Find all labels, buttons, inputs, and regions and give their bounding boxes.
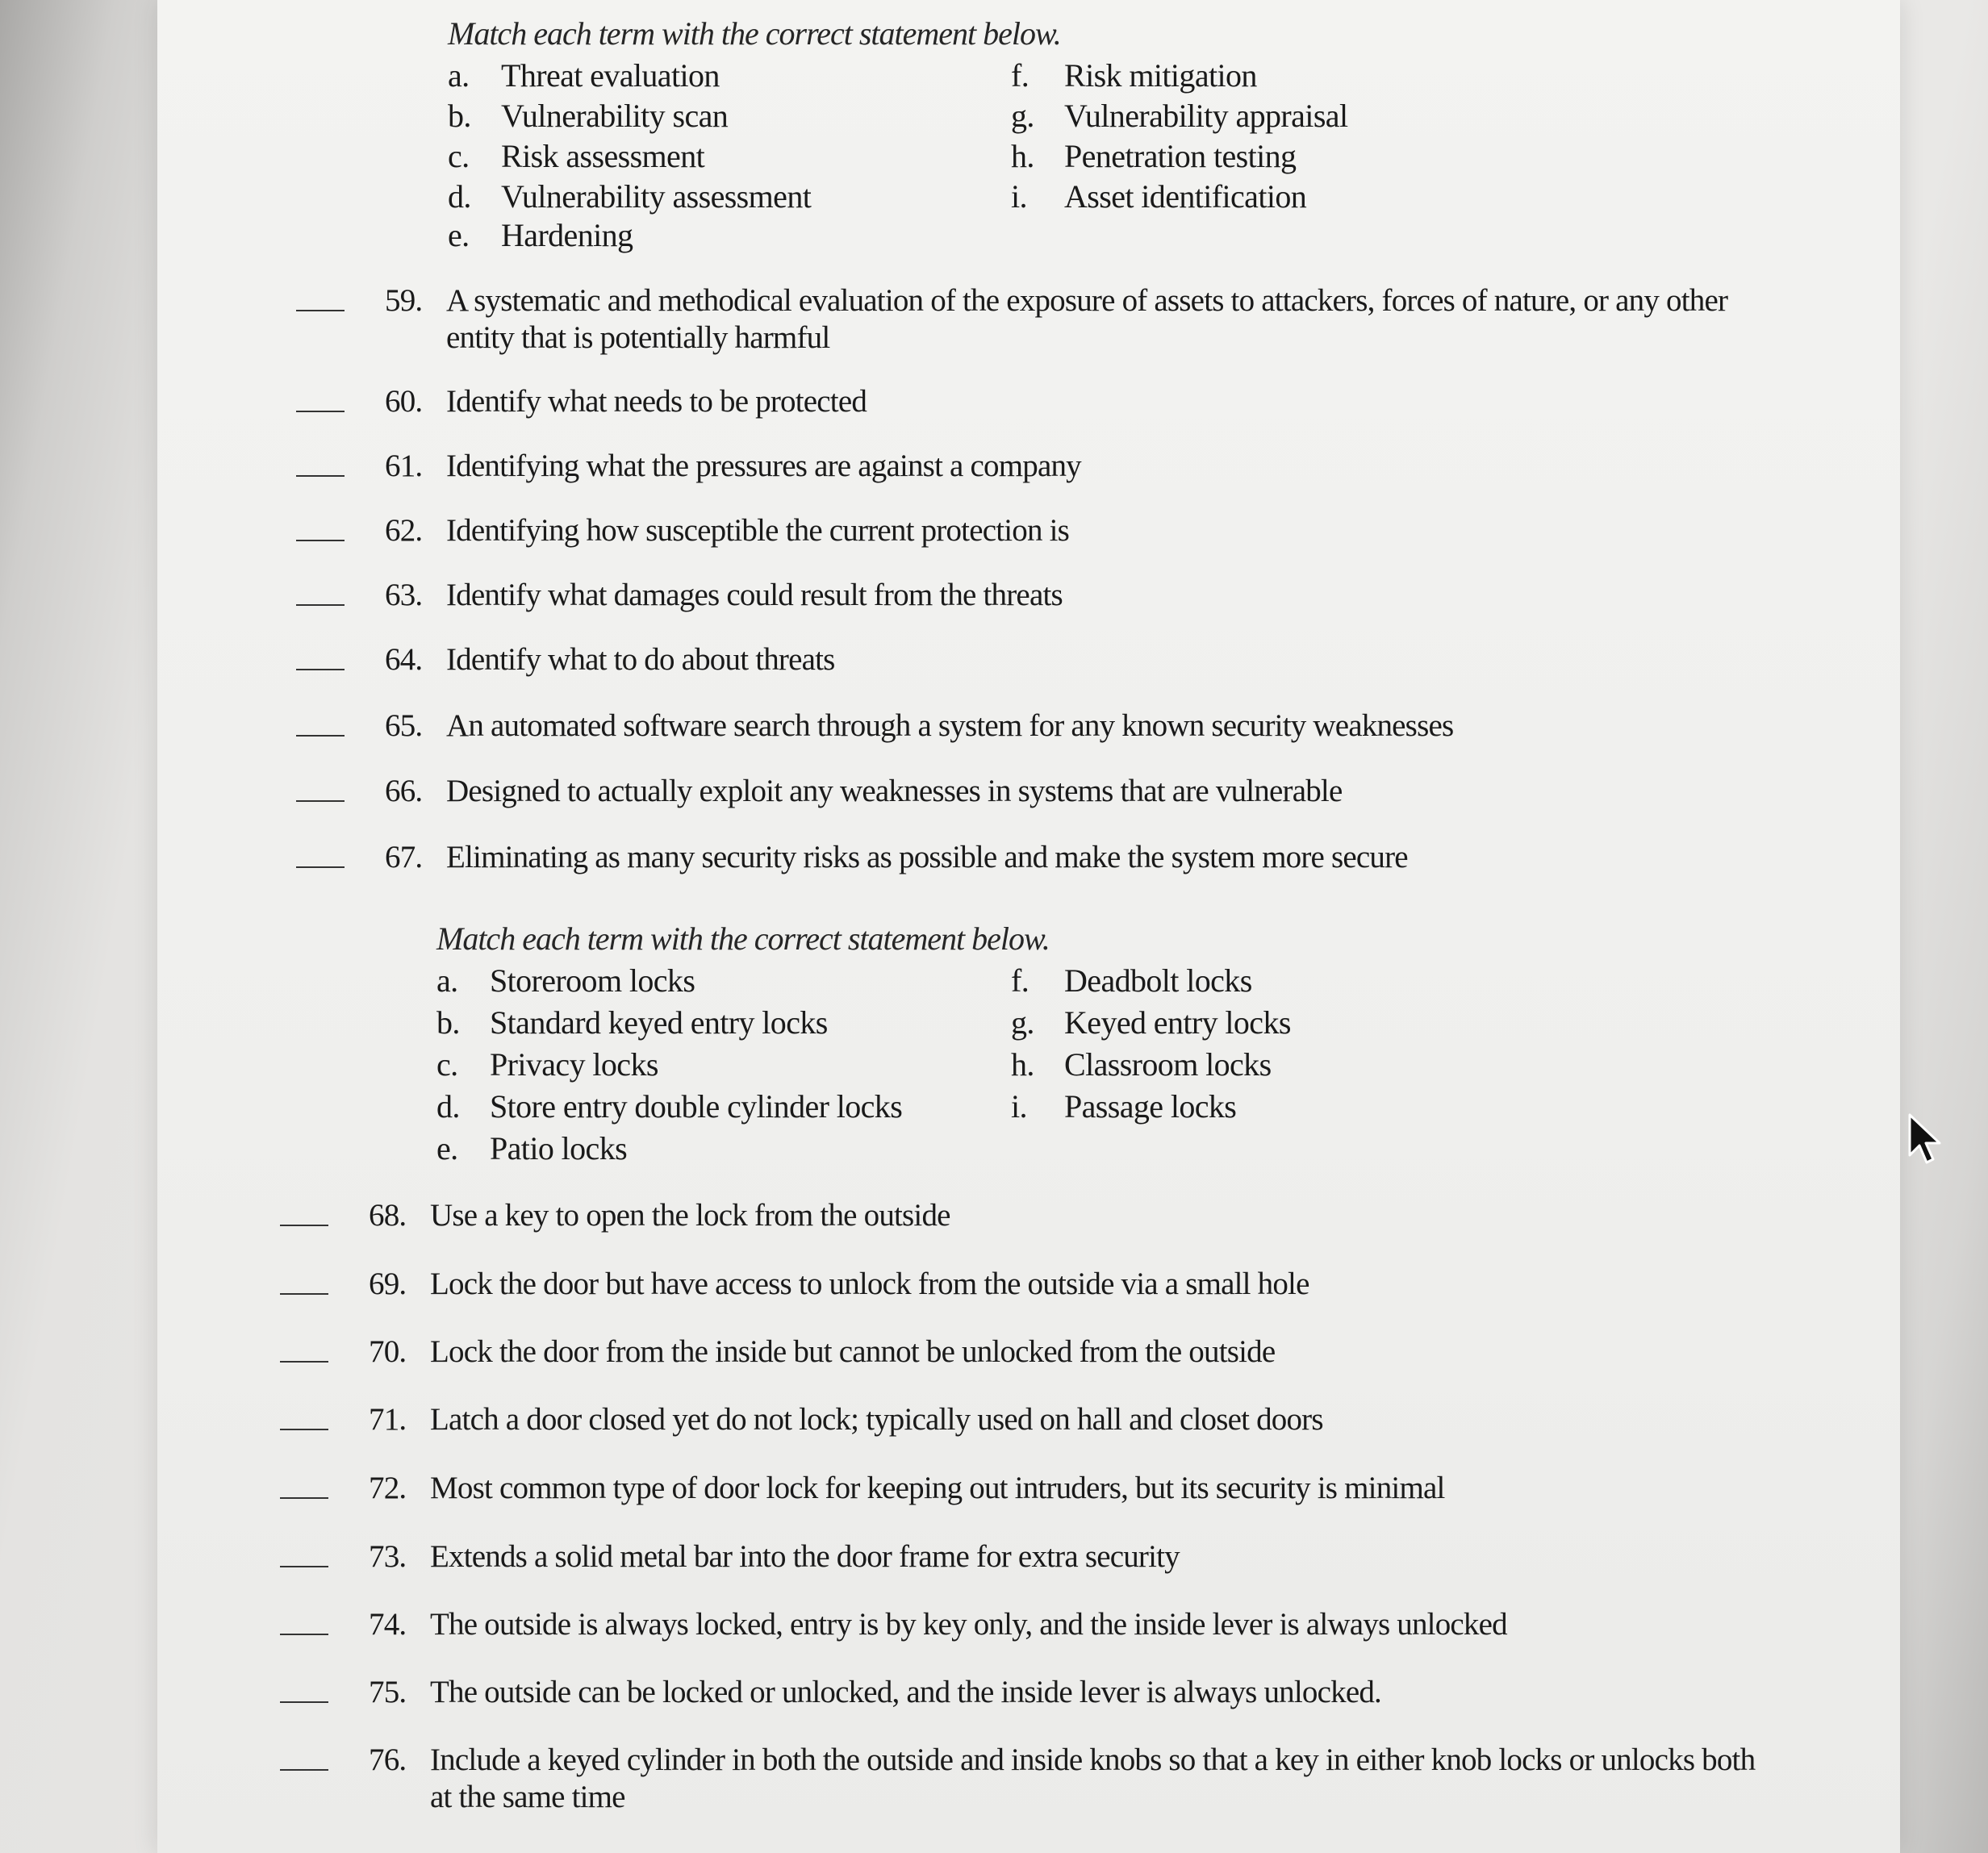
section2-term-b [436, 1004, 828, 1041]
question-text: Include a keyed cylinder in both the outside and inside knobs so that a key in either knob locks or unlocks both at the same time [430, 1742, 1756, 1814]
question-text: Lock the door from the inside but cannot be unlocked from the outside [430, 1334, 1276, 1369]
question-number: 70. [369, 1334, 407, 1369]
term-label: Privacy locks [490, 1046, 658, 1083]
question-number: 60. [385, 384, 423, 419]
mouse-pointer-arrow-icon [1907, 1113, 1944, 1171]
question-text: Identifying how susceptible the current protection is [446, 513, 1070, 548]
answer-blank[interactable] [280, 1566, 328, 1567]
question-number: 67. [385, 840, 423, 874]
question-text: Lock the door but have access to unlock from the outside via a small hole [430, 1267, 1309, 1301]
worksheet-page [157, 0, 1900, 1853]
term-letter: d. [448, 178, 471, 215]
answer-blank[interactable] [296, 540, 345, 541]
question-number: 59. [385, 283, 423, 318]
section1-term-e [448, 216, 633, 254]
section2-term-i [1011, 1087, 1236, 1125]
answer-blank[interactable] [296, 735, 345, 737]
question-text: Identify what damages could result from the threats [446, 578, 1063, 612]
term-letter: i. [1011, 1088, 1027, 1125]
term-label: Storeroom locks [490, 962, 695, 999]
answer-blank[interactable] [280, 1497, 328, 1499]
question-text: The outside can be locked or unlocked, and the inside lever is always unlocked. [430, 1675, 1381, 1709]
question-65 [296, 707, 1829, 748]
question-70 [280, 1333, 1877, 1374]
question-number: 72. [369, 1471, 407, 1505]
answer-blank[interactable] [296, 669, 345, 670]
term-label: Deadbolt locks [1064, 962, 1252, 999]
term-label: Classroom locks [1064, 1046, 1272, 1083]
section1-instruction: Match each term with the correct statement below. [448, 15, 1061, 52]
question-75 [280, 1674, 1877, 1714]
question-text: Latch a door closed yet do not lock; typically used on hall and closet doors [430, 1402, 1323, 1437]
section1-term-i [1011, 177, 1306, 215]
section1-term-f [1011, 56, 1257, 94]
term-label: Keyed entry locks [1064, 1004, 1291, 1041]
question-59 [296, 282, 1877, 360]
term-letter: g. [1011, 1004, 1034, 1041]
answer-blank[interactable] [280, 1769, 328, 1771]
term-label: Asset identification [1064, 178, 1307, 215]
question-text: Most common type of door lock for keeping out intruders, but its security is minimal [430, 1471, 1445, 1505]
question-number: 75. [369, 1675, 407, 1709]
term-label: Passage locks [1064, 1088, 1237, 1125]
question-text: Extends a solid metal bar into the door frame for extra security [430, 1539, 1180, 1574]
section2-term-h [1011, 1045, 1272, 1083]
section2-term-g [1011, 1004, 1291, 1041]
question-72 [280, 1470, 1877, 1510]
question-number: 65. [385, 708, 423, 743]
question-66 [296, 773, 1829, 813]
question-60 [296, 383, 1829, 424]
question-68 [280, 1197, 1877, 1237]
answer-blank[interactable] [280, 1701, 328, 1703]
question-number: 69. [369, 1267, 407, 1301]
question-text: Designed to actually exploit any weaknesses in systems that are vulnerable [446, 774, 1343, 808]
term-letter: a. [436, 962, 458, 999]
section1-term-g [1011, 97, 1347, 135]
answer-blank[interactable] [280, 1429, 328, 1430]
section1-term-h [1011, 137, 1296, 175]
question-number: 71. [369, 1402, 407, 1437]
section1-term-a [448, 56, 720, 94]
section2-term-f [1011, 962, 1252, 1000]
answer-blank[interactable] [280, 1634, 328, 1635]
term-label: Penetration testing [1064, 138, 1297, 174]
answer-blank[interactable] [296, 604, 345, 606]
question-64 [296, 641, 1829, 682]
question-74 [280, 1606, 1877, 1646]
question-73 [280, 1538, 1877, 1579]
term-label: Vulnerability assessment [501, 178, 812, 215]
question-number: 63. [385, 578, 423, 612]
question-number: 74. [369, 1607, 407, 1642]
section1-term-b [448, 97, 728, 135]
term-label: Risk mitigation [1064, 57, 1257, 94]
question-63 [296, 577, 1829, 617]
term-label: Vulnerability appraisal [1064, 98, 1348, 134]
section1-term-d [448, 177, 811, 215]
question-number: 66. [385, 774, 423, 808]
question-number: 61. [385, 449, 423, 483]
question-62 [296, 512, 1829, 553]
question-number: 68. [369, 1198, 407, 1233]
term-label: Risk assessment [501, 138, 705, 174]
question-text: Eliminating as many security risks as possible and make the system more secure [446, 840, 1408, 874]
answer-blank[interactable] [280, 1225, 328, 1226]
term-letter: c. [436, 1046, 458, 1083]
section2-term-c [436, 1045, 658, 1083]
question-text: A systematic and methodical evaluation of the exposure of assets to attackers, forces of nature, or any other entity that is potentially harmful [446, 283, 1728, 355]
term-letter: c. [448, 138, 470, 174]
term-letter: e. [448, 217, 470, 253]
term-letter: d. [436, 1088, 460, 1125]
answer-blank[interactable] [296, 800, 345, 802]
question-text: Identify what needs to be protected [446, 384, 867, 419]
question-text: Use a key to open the lock from the outside [430, 1198, 950, 1233]
answer-blank[interactable] [296, 475, 345, 477]
question-67 [296, 839, 1829, 879]
question-number: 64. [385, 642, 423, 677]
term-letter: b. [436, 1004, 460, 1041]
question-76 [280, 1742, 1886, 1819]
question-text: Identifying what the pressures are against a company [446, 449, 1081, 483]
section2-term-d [436, 1087, 902, 1125]
section2-term-e [436, 1129, 627, 1167]
term-label: Vulnerability scan [501, 98, 729, 134]
answer-blank[interactable] [296, 310, 345, 311]
section2-instruction: Match each term with the correct statement below. [436, 920, 1050, 957]
term-letter: f. [1011, 57, 1030, 94]
question-61 [296, 448, 1829, 488]
term-label: Threat evaluation [501, 57, 720, 94]
answer-blank[interactable] [280, 1293, 328, 1295]
term-letter: b. [448, 98, 471, 134]
term-letter: h. [1011, 138, 1034, 174]
term-letter: g. [1011, 98, 1034, 134]
question-71 [280, 1401, 1877, 1442]
term-label: Hardening [501, 217, 633, 253]
answer-blank[interactable] [296, 411, 345, 412]
section2-term-a [436, 962, 695, 1000]
term-letter: i. [1011, 178, 1027, 215]
question-69 [280, 1266, 1877, 1306]
term-label: Store entry double cylinder locks [490, 1088, 903, 1125]
term-letter: e. [436, 1130, 458, 1166]
question-number: 73. [369, 1539, 407, 1574]
answer-blank[interactable] [296, 866, 345, 868]
question-number: 76. [369, 1742, 407, 1777]
question-text: The outside is always locked, entry is by key only, and the inside lever is always unlocked [430, 1607, 1507, 1642]
answer-blank[interactable] [280, 1361, 328, 1363]
term-letter: h. [1011, 1046, 1034, 1083]
question-text: An automated software search through a system for any known security weaknesses [446, 708, 1454, 743]
term-label: Patio locks [490, 1130, 628, 1166]
term-label: Standard keyed entry locks [490, 1004, 828, 1041]
question-text: Identify what to do about threats [446, 642, 835, 677]
section1-term-c [448, 137, 704, 175]
question-number: 62. [385, 513, 423, 548]
term-letter: a. [448, 57, 470, 94]
term-letter: f. [1011, 962, 1030, 999]
